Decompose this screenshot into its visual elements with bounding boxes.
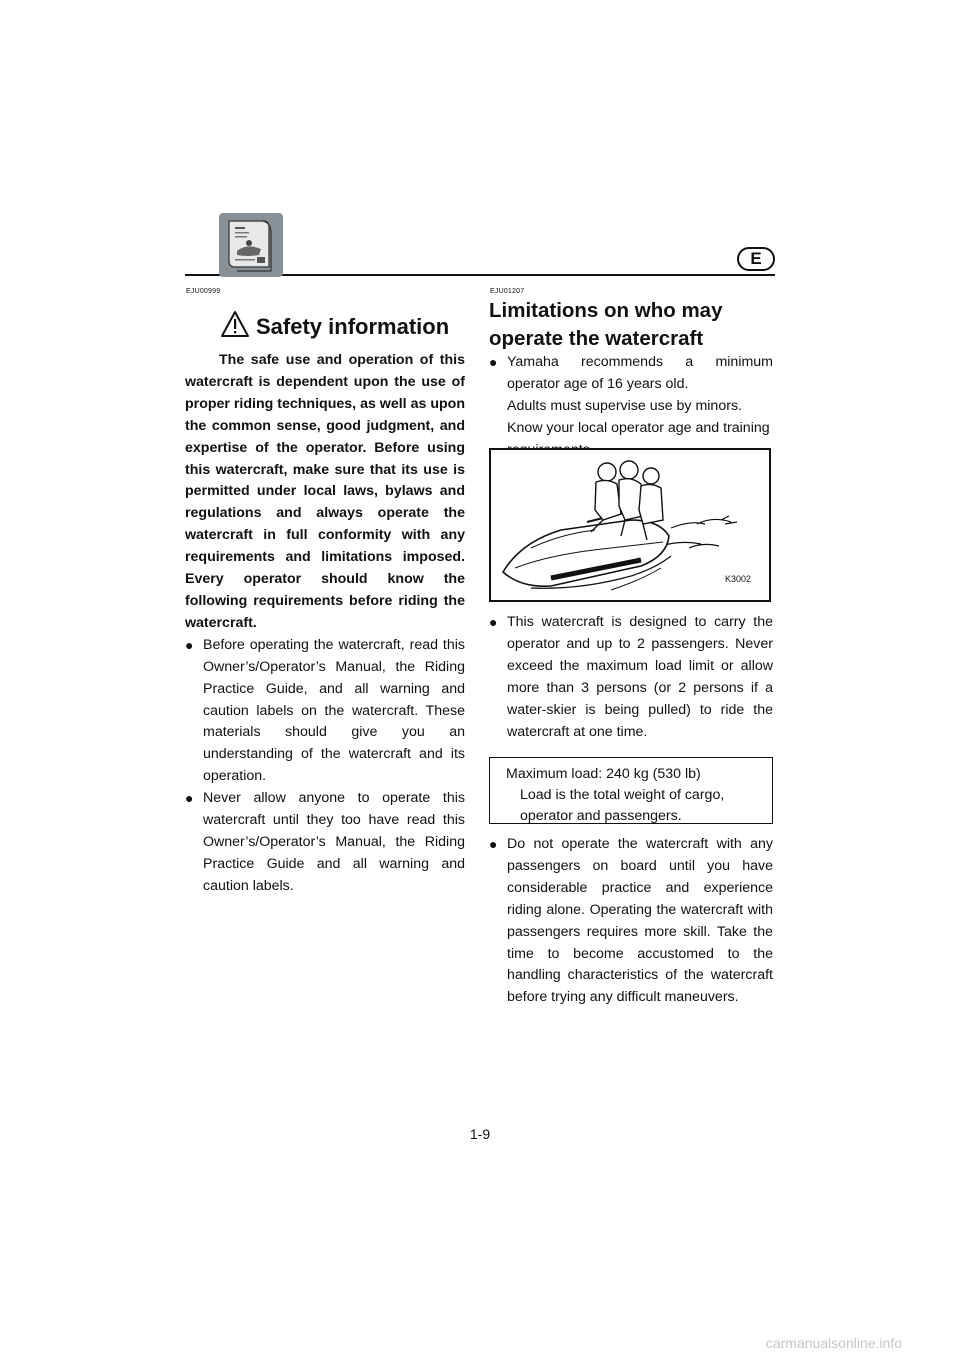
intro-paragraph: The safe use and operation of this watercraft is dependent upon the use of proper riding techniques, as well as upon the common sense, good judgment, and expertise of the operator. Before using this watercraft, make sure that its use is permitted under local laws, bylaws and regulations and always operate the watercraft in full conformity with any requirements and limitations imposed. Every operator should know the following requirements before riding the watercraft. xyxy=(185,352,465,631)
left-column xyxy=(185,350,465,898)
right-column-bottom xyxy=(489,834,773,1009)
list-item: ● Do not operate the watercraft with any passengers on board until you have considerable practice and experience riding alone. Operating the watercraft with passengers requires more skill. Take the time to become accustomed to the handling characteristics of the watercraft before trying any difficult maneuvers. xyxy=(489,836,773,1006)
manual-book-icon xyxy=(219,213,283,277)
list-item: ● This watercraft is designed to carry the operator and up to 2 passengers. Never exceed the maximum load limit or allow more than 3 persons (or 2 persons if a water-skier is being pulled) to ride the watercraft at one time. xyxy=(489,614,773,740)
section-code: EJU01207 xyxy=(490,288,525,295)
bullet-icon: ● xyxy=(185,790,194,807)
bullet-icon: ● xyxy=(489,836,498,852)
section-code: EJU00999 xyxy=(186,288,221,295)
max-load-title: Maximum load: 240 kg (530 lb) xyxy=(506,766,701,782)
max-load-desc: Load is the total weight of cargo, operator and passengers. xyxy=(520,787,725,824)
bullet-icon: ● xyxy=(185,636,194,653)
list-item: ● Never allow anyone to operate this watercraft until they too have read this Owner’s/Operator’s Manual, the Riding Practice Guide and all warning and caution labels. xyxy=(185,790,465,894)
language-badge: E xyxy=(737,247,775,271)
figure-label: K3002 xyxy=(724,574,751,584)
section-title: Limitations on who may operate the watercraft xyxy=(489,299,723,350)
bullet-icon: ● xyxy=(489,354,498,370)
watermark: carmanualsonline.info xyxy=(765,1335,902,1351)
warning-triangle-icon xyxy=(220,310,250,343)
safety-title-text: Safety information xyxy=(256,314,450,339)
right-column-mid xyxy=(489,612,773,743)
right-column-top xyxy=(489,352,773,462)
max-load-box xyxy=(489,757,773,824)
section-title xyxy=(220,310,460,346)
list-item: ● Yamaha recommends a minimum operator age of 16 years old. Adults must supervise use by minors. Know your local operator age and training xyxy=(489,354,773,436)
page-number: 1-9 xyxy=(469,1126,491,1142)
jet-ski-illustration xyxy=(489,448,771,602)
bullet-icon: ● xyxy=(489,614,498,630)
list-item: ● Before operating the watercraft, read this Owner’s/Operator’s Manual, the Riding Practice Guide, and all warning and caution labels on the watercraft. These materials should give you an understanding of the watercraft and its operation. xyxy=(185,636,465,785)
